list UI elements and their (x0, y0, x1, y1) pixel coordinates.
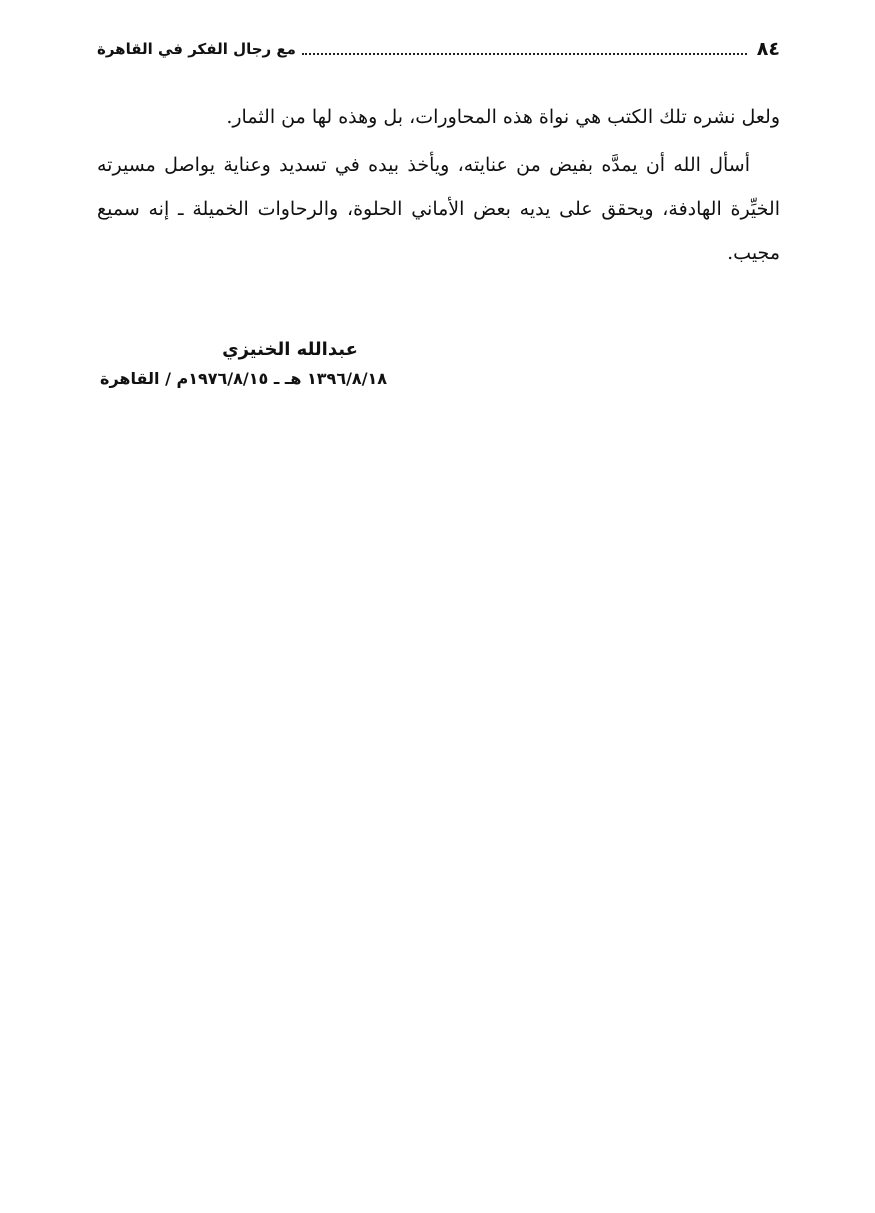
page-number: ٨٤ (756, 38, 780, 60)
body-text (97, 95, 780, 279)
running-header (97, 34, 780, 64)
author-name: عبدالله الخنيزي (222, 339, 358, 360)
paragraph: أسأل الله أن يمدَّه بفيض من عنايته، ويأخذ بيده في تسديد وعناية يواصل مسيرته الخيِّرة الهادفة، ويحقق على يديه بعض الأماني الحلوة، والرحاوات الخميلة ـ إنه سميع مجيب. (97, 154, 780, 264)
dateline: ١٣٩٦/٨/١٨ هـ ـ ١٩٧٦/٨/١٥م / القاهرة (100, 369, 388, 388)
signature-block (100, 336, 400, 394)
paragraph: ولعل نشره تلك الكتب هي نواة هذه المحاورات، بل وهذه لها من الثمار. (226, 106, 780, 128)
dot-leader (302, 53, 747, 55)
running-title: مع رجال الفكر في القاهرة (97, 40, 296, 58)
